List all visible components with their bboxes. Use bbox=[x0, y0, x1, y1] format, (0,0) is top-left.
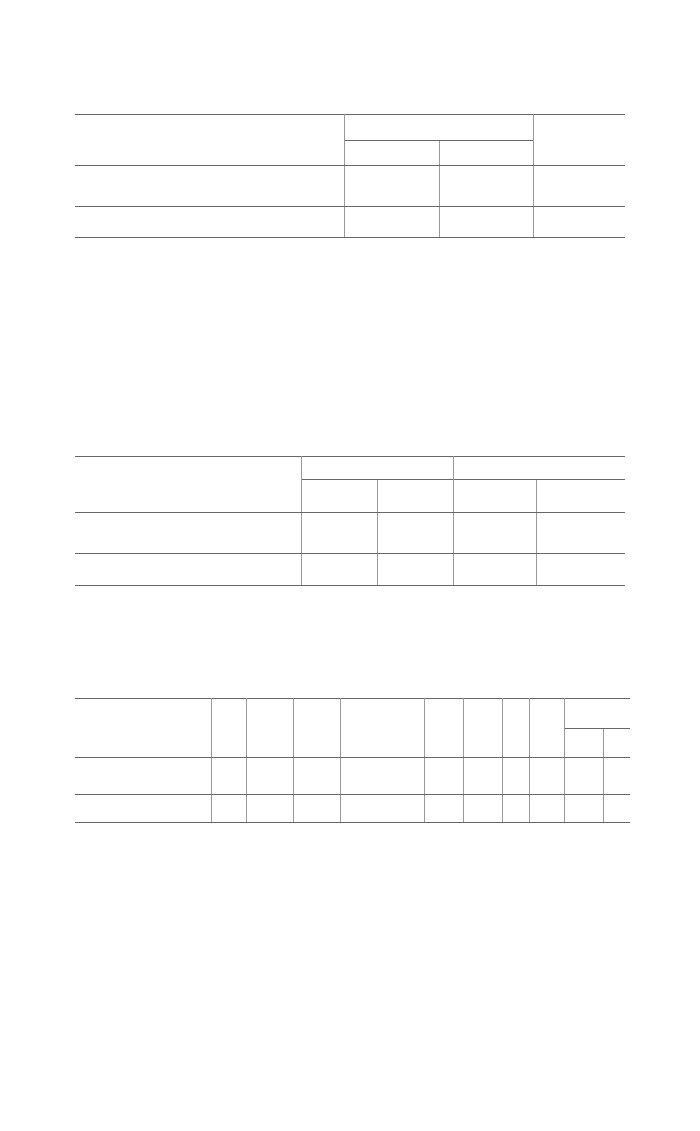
unit-label bbox=[302, 527, 378, 540]
col-expenditure bbox=[75, 457, 302, 513]
totals-label bbox=[75, 795, 212, 812]
unit-label bbox=[537, 527, 625, 540]
col-1921 bbox=[439, 140, 534, 166]
totals-interest bbox=[464, 795, 503, 812]
col-cost-1920 bbox=[302, 480, 378, 513]
unit-label bbox=[377, 527, 453, 540]
col-capital bbox=[247, 699, 294, 758]
col-interest bbox=[464, 699, 503, 758]
unit-label bbox=[344, 180, 439, 193]
col-loss bbox=[604, 728, 631, 758]
totals-label bbox=[75, 206, 344, 225]
col-cost-1921 bbox=[453, 480, 537, 513]
totals-1921 bbox=[439, 206, 534, 225]
totals-cost-1920 bbox=[302, 553, 378, 572]
col-1920 bbox=[344, 140, 439, 166]
unit-label bbox=[294, 772, 341, 783]
col-per-unit-1920 bbox=[377, 480, 453, 513]
col-increase bbox=[534, 115, 625, 166]
unit-label bbox=[530, 772, 565, 783]
unit-label bbox=[534, 180, 625, 193]
col-authority bbox=[75, 699, 212, 758]
col-item bbox=[75, 115, 344, 166]
col-capital-outlay bbox=[344, 115, 533, 141]
totals-sinking bbox=[503, 795, 530, 812]
totals-revenue bbox=[294, 795, 341, 812]
unit-label bbox=[453, 527, 537, 540]
table-g bbox=[75, 698, 630, 823]
col-per-unit-1921 bbox=[537, 480, 625, 513]
totals-maintenance bbox=[425, 795, 464, 812]
totals-label bbox=[75, 553, 302, 572]
unit-label bbox=[604, 772, 631, 783]
col-year-1920 bbox=[302, 457, 454, 480]
table-e bbox=[75, 114, 625, 238]
unit-label bbox=[247, 772, 294, 783]
unit-label bbox=[341, 772, 425, 783]
table-f bbox=[75, 456, 625, 586]
totals-increase bbox=[534, 206, 625, 225]
totals-unit-1921 bbox=[537, 553, 625, 572]
col-year-1921 bbox=[453, 457, 625, 480]
unit-label bbox=[425, 772, 464, 783]
totals-cost-1921 bbox=[453, 553, 537, 572]
unit-label bbox=[464, 772, 503, 783]
totals-1920 bbox=[344, 206, 439, 225]
col-profit bbox=[565, 728, 604, 758]
totals-consumers bbox=[212, 795, 247, 812]
totals-capital bbox=[247, 795, 294, 812]
totals-loss bbox=[604, 795, 631, 812]
unit-label bbox=[503, 772, 530, 783]
totals-unit-1920 bbox=[377, 553, 453, 572]
totals-profit bbox=[565, 795, 604, 812]
totals-paid bbox=[341, 795, 425, 812]
unit-label bbox=[565, 772, 604, 783]
totals-depreciation bbox=[530, 795, 565, 812]
col-balance bbox=[565, 699, 631, 729]
unit-label bbox=[439, 180, 534, 193]
